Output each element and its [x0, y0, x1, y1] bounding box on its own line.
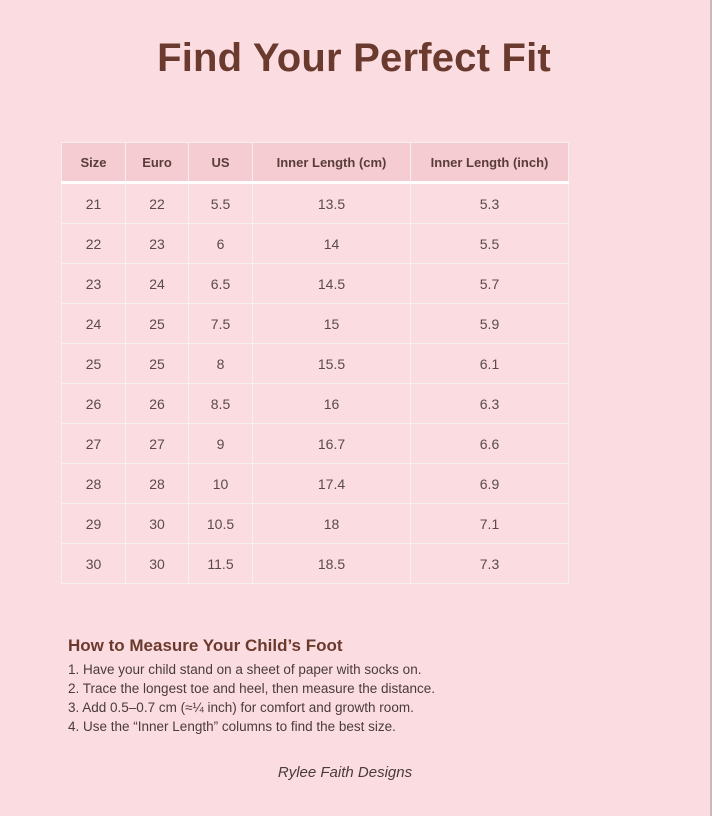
cell-inner-length-cm: 18: [253, 504, 411, 544]
cell-size: 26: [62, 384, 126, 424]
cell-size: 27: [62, 424, 126, 464]
measure-instructions: [68, 636, 668, 736]
cell-size: 25: [62, 344, 126, 384]
cell-euro: 27: [126, 424, 189, 464]
column-header-inner-length-cm: Inner Length (cm): [253, 143, 411, 183]
cell-us: 10.5: [189, 504, 253, 544]
cell-size: 28: [62, 464, 126, 504]
cell-inner-length-cm: 17.4: [253, 464, 411, 504]
table-row: [62, 304, 569, 344]
cell-inner-length-inch: 6.1: [411, 344, 569, 384]
size-chart-table: [61, 142, 569, 584]
measure-step: 4. Use the “Inner Length” columns to find the best size.: [68, 719, 396, 734]
brand-signature: Rylee Faith Designs: [277, 764, 413, 781]
cell-euro: 26: [126, 384, 189, 424]
table-row: [62, 504, 569, 544]
cell-inner-length-inch: 6.9: [411, 464, 569, 504]
cell-us: 6: [189, 224, 253, 264]
cell-us: 9: [189, 424, 253, 464]
cell-inner-length-cm: 14: [253, 224, 411, 264]
cell-euro: 28: [126, 464, 189, 504]
cell-euro: 30: [126, 544, 189, 584]
cell-inner-length-inch: 7.1: [411, 504, 569, 544]
cell-euro: 25: [126, 344, 189, 384]
table-row: [62, 424, 569, 464]
table-row: [62, 183, 569, 224]
cell-euro: 23: [126, 224, 189, 264]
cell-inner-length-inch: 5.3: [411, 183, 569, 224]
table-row: [62, 264, 569, 304]
cell-euro: 30: [126, 504, 189, 544]
cell-us: 11.5: [189, 544, 253, 584]
cell-inner-length-cm: 16: [253, 384, 411, 424]
table-row: [62, 344, 569, 384]
cell-inner-length-cm: 18.5: [253, 544, 411, 584]
cell-size: 24: [62, 304, 126, 344]
measure-step: 1. Have your child stand on a sheet of paper with socks on.: [68, 662, 422, 677]
cell-size: 22: [62, 224, 126, 264]
cell-inner-length-inch: 5.9: [411, 304, 569, 344]
table-row: [62, 384, 569, 424]
column-header-inner-length-inch: Inner Length (inch): [411, 143, 569, 183]
cell-inner-length-cm: 15.5: [253, 344, 411, 384]
cell-us: 8.5: [189, 384, 253, 424]
cell-inner-length-cm: 13.5: [253, 183, 411, 224]
cell-inner-length-cm: 16.7: [253, 424, 411, 464]
cell-inner-length-cm: 14.5: [253, 264, 411, 304]
table-header-row: [62, 143, 569, 183]
column-header-size: Size: [62, 143, 126, 183]
column-header-us: US: [189, 143, 253, 183]
cell-us: 7.5: [189, 304, 253, 344]
cell-inner-length-inch: 5.5: [411, 224, 569, 264]
cell-inner-length-cm: 15: [253, 304, 411, 344]
cell-us: 6.5: [189, 264, 253, 304]
cell-inner-length-inch: 6.3: [411, 384, 569, 424]
cell-inner-length-inch: 6.6: [411, 424, 569, 464]
cell-euro: 22: [126, 183, 189, 224]
cell-size: 21: [62, 183, 126, 224]
cell-us: 8: [189, 344, 253, 384]
cell-size: 29: [62, 504, 126, 544]
cell-size: 23: [62, 264, 126, 304]
cell-euro: 24: [126, 264, 189, 304]
measure-step: 2. Trace the longest toe and heel, then measure the distance.: [68, 681, 435, 696]
cell-us: 10: [189, 464, 253, 504]
cell-us: 5.5: [189, 183, 253, 224]
table-row: [62, 224, 569, 264]
measure-heading: How to Measure Your Child’s Foot: [68, 636, 343, 655]
page-title: Find Your Perfect Fit: [157, 36, 551, 80]
column-header-euro: Euro: [126, 143, 189, 183]
cell-euro: 25: [126, 304, 189, 344]
cell-size: 30: [62, 544, 126, 584]
table-row: [62, 464, 569, 504]
cell-inner-length-inch: 7.3: [411, 544, 569, 584]
measure-step: 3. Add 0.5–0.7 cm (≈¼ inch) for comfort and growth room.: [68, 700, 414, 715]
table-row: [62, 544, 569, 584]
cell-inner-length-inch: 5.7: [411, 264, 569, 304]
